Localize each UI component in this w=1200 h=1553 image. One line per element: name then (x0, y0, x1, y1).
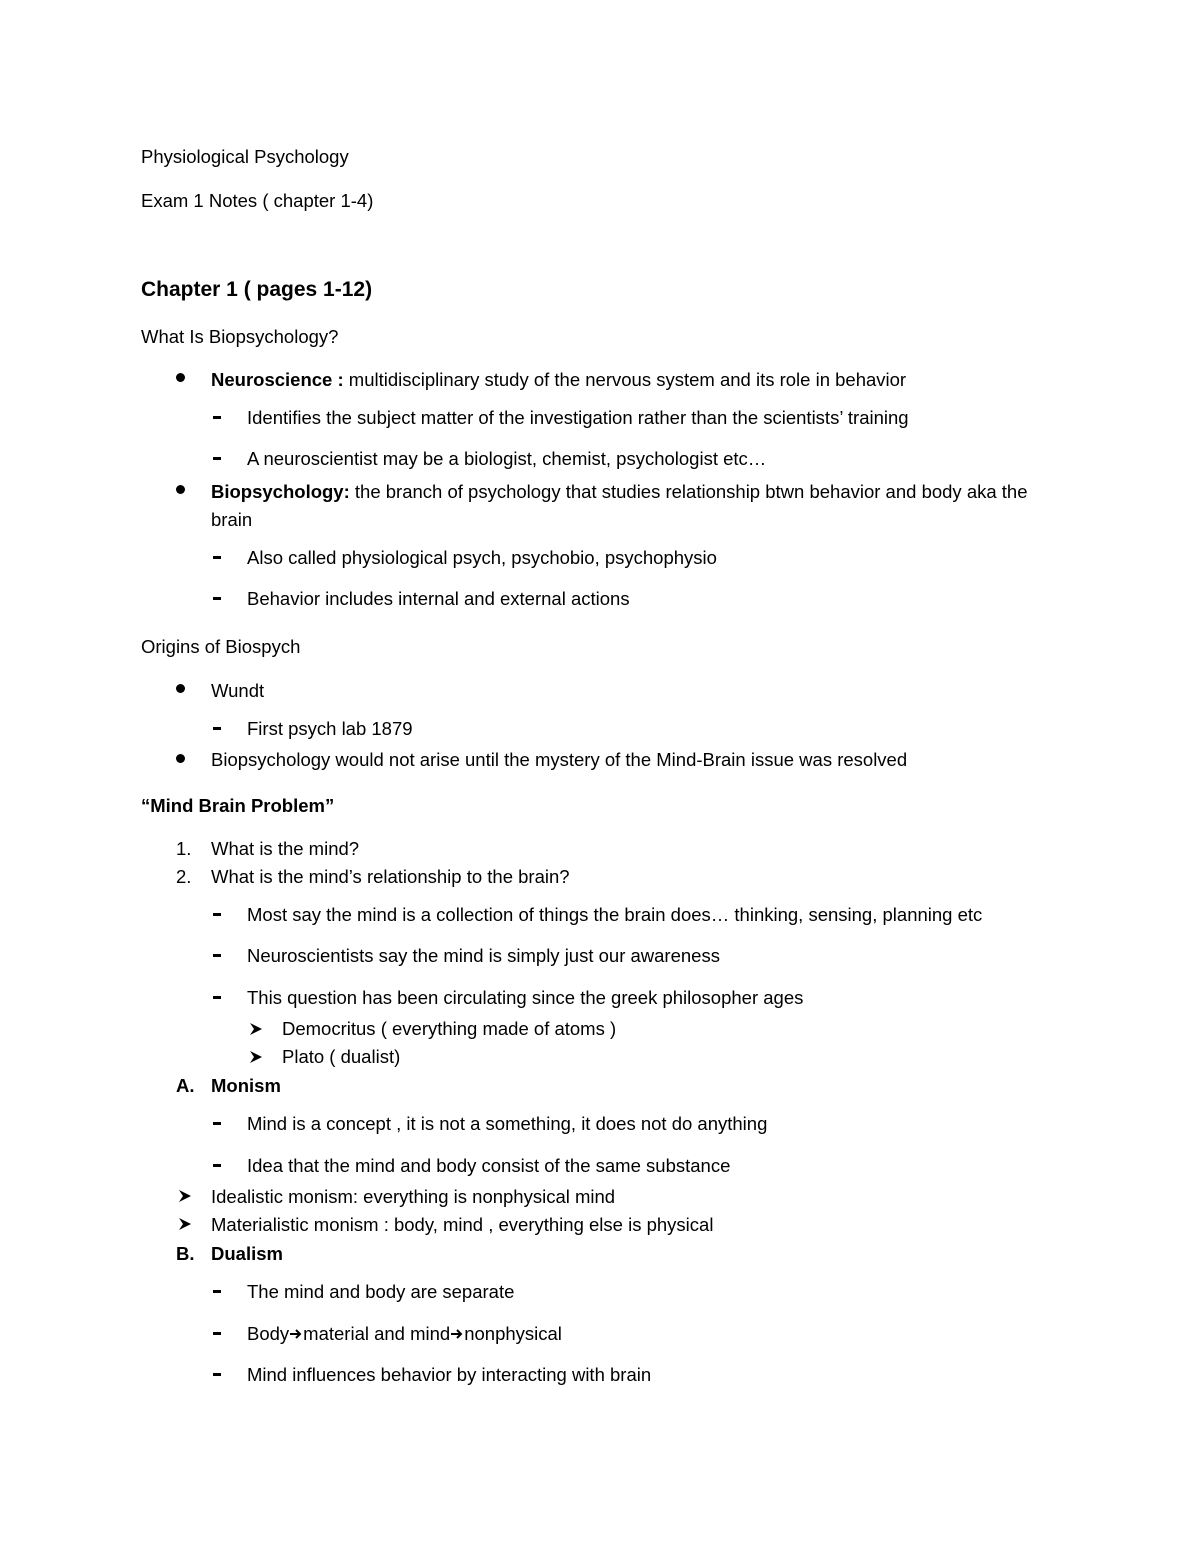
dash-icon (213, 1332, 221, 1335)
dash-icon (213, 457, 221, 460)
list-item: What is the mind’s relationship to the brain? (211, 866, 570, 887)
list-letter: A. (176, 1075, 195, 1096)
list-subitem: First psych lab 1879 (247, 718, 413, 739)
arrow-bullet-icon (177, 1216, 193, 1232)
chapter-heading: Chapter 1 ( pages 1-12) (141, 278, 373, 301)
list-item: Materialistic monism : body, mind , everything else is physical (211, 1214, 714, 1235)
dash-icon (213, 913, 221, 916)
list-subitem: This question has been circulating since the greek philosopher ages (247, 987, 804, 1008)
list-subsubitem: Plato ( dualist) (282, 1046, 401, 1067)
arrow-bullet-icon (177, 1188, 193, 1204)
list-item: Wundt (211, 680, 265, 701)
definition: multidisciplinary study of the nervous system and its role in behavior (343, 369, 907, 390)
text-fragment: nonphysical (464, 1323, 562, 1344)
dash-icon (213, 996, 221, 999)
arrow-bullet-icon (248, 1049, 264, 1065)
dash-icon (213, 1164, 221, 1167)
dash-icon (213, 1373, 221, 1376)
exam-subtitle: Exam 1 Notes ( chapter 1-4) (141, 190, 374, 211)
term: Biopsychology: (211, 481, 350, 502)
bullet-icon (176, 373, 185, 382)
list-subitem: Idea that the mind and body consist of the same substance (247, 1155, 731, 1176)
definition: the branch of psychology that studies relationship btwn behavior and body aka the brain (211, 481, 1028, 530)
list-item: Dualism (211, 1243, 283, 1264)
list-subitem: Also called physiological psych, psychobio, psychophysio (247, 547, 717, 568)
list-number: 2. (176, 866, 192, 887)
dash-icon (213, 556, 221, 559)
bullet-icon (176, 485, 185, 494)
dash-icon (213, 954, 221, 957)
list-subsubitem: Democritus ( everything made of atoms ) (282, 1018, 617, 1039)
section-heading: “Mind Brain Problem” (141, 795, 335, 816)
text-fragment: material and mind (303, 1323, 451, 1344)
bullet-icon (176, 754, 185, 763)
list-item (211, 478, 1061, 534)
list-letter: B. (176, 1243, 195, 1264)
right-arrow-icon (289, 1327, 303, 1341)
term: Neuroscience : (211, 369, 344, 390)
list-item (211, 369, 906, 391)
list-subitem (247, 1323, 562, 1345)
dash-icon (213, 1290, 221, 1293)
list-subitem: Behavior includes internal and external actions (247, 588, 630, 609)
text-fragment: Body (247, 1323, 290, 1344)
dash-icon (213, 727, 221, 730)
list-item: Idealistic monism: everything is nonphysical mind (211, 1186, 616, 1207)
arrow-bullet-icon (248, 1021, 264, 1037)
list-number: 1. (176, 838, 192, 859)
list-subitem: Mind influences behavior by interacting with brain (247, 1364, 652, 1385)
course-title: Physiological Psychology (141, 146, 349, 167)
list-subitem: A neuroscientist may be a biologist, chemist, psychologist etc… (247, 448, 767, 469)
section-heading: Origins of Biospych (141, 636, 301, 657)
dash-icon (213, 416, 221, 419)
list-subitem: Identifies the subject matter of the investigation rather than the scientists’ training (247, 407, 909, 428)
list-subitem: Neuroscientists say the mind is simply just our awareness (247, 945, 720, 966)
dash-icon (213, 1122, 221, 1125)
list-subitem: Most say the mind is a collection of things the brain does… thinking, sensing, planning etc (247, 904, 983, 925)
bullet-icon (176, 684, 185, 693)
list-item: Monism (211, 1075, 281, 1096)
list-item: Biopsychology would not arise until the mystery of the Mind-Brain issue was resolved (211, 749, 908, 770)
list-subitem: The mind and body are separate (247, 1281, 515, 1302)
section-heading: What Is Biopsychology? (141, 326, 339, 347)
list-subitem: Mind is a concept , it is not a something, it does not do anything (247, 1113, 768, 1134)
right-arrow-icon (450, 1327, 464, 1341)
dash-icon (213, 597, 221, 600)
list-item: What is the mind? (211, 838, 360, 859)
